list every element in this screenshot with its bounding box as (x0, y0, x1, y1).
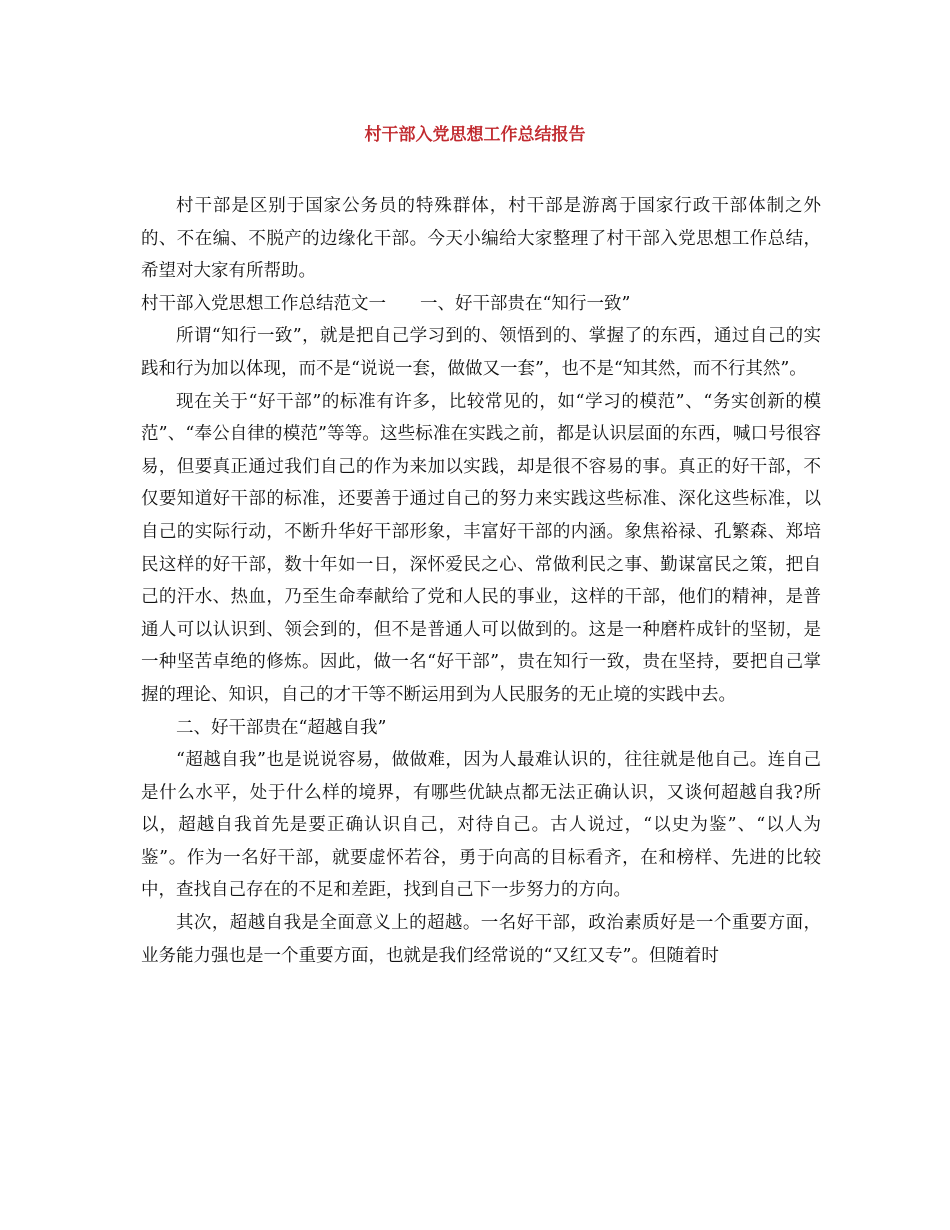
document-title: 村干部入党思想工作总结报告 (364, 125, 586, 145)
section-heading-2: 二、好干部贵在“超越自我” (176, 717, 387, 738)
section-heading-line (141, 288, 821, 321)
sample-essay-label: 村干部入党思想工作总结范文一 (141, 293, 386, 314)
paragraph-self-transcendence: “超越自我”也是说说容易，做做难，因为人最难认识的，往往就是他自己。连自己是什么水平，处于什么样的境界，有哪些优缺点都无法正确认识，又谈何超越自我?所以，超越自我首先是要正确认识自己，对待自己。古人说过，“以史为鉴”、“以人为鉴”。作为一名好干部，就要虚怀若谷，勇于向高的目标看齐，在和榜样、先进的比较中，查找自己存在的不足和差距，找到自己下一步努力的方向。 (141, 750, 821, 901)
paragraph-knowledge-action: 所谓“知行一致”，就是把自己学习到的、领悟到的、掌握了的东西，通过自己的实践和行为加以体现，而不是“说说一套，做做又一套”，也不是“知其然，而不行其然”。 (141, 326, 821, 379)
paragraph-comprehensive-transcendence: 其次，超越自我是全面意义上的超越。一名好干部，政治素质好是一个重要方面，业务能力强也是一个重要方面，也就是我们经常说的“又红又专”。但随着时 (141, 913, 821, 966)
intro-paragraph: 村干部是区别于国家公务员的特殊群体，村干部是游离于国家行政干部体制之外的、不在编、不脱产的边缘化干部。今天小编给大家整理了村干部入党思想工作总结，希望对大家有所帮助。 (141, 196, 821, 282)
paragraph-good-cadre-standards: 现在关于“好干部”的标准有许多，比较常见的，如“学习的模范”、“务实创新的模范”、“奉公自律的模范”等等。这些标准在实践之前，都是认识层面的东西，喊口号很容易，但要真正通过我们自己的作为来加以实践，却是很不容易的事。真正的好干部，不仅要知道好干部的标准，还要善于通过自己的努力来实践这些标准、深化这些标准，以自己的实际行动，不断升华好干部形象，丰富好干部的内涵。象焦裕禄、孔繁森、郑培民这样的好干部，数十年如一日，深怀爱民之心、常做利民之事、勤谋富民之策，把自己的汗水、热血，乃至生命奉献给了党和人民的事业，这样的干部，他们的精神，是普通人可以认识到、领会到的，但不是普通人可以做到的。这是一种磨杵成针的坚韧，是一种坚苦卓绝的修炼。因此，做一名“好干部”，贵在知行一致，贵在坚持，要把自己掌握的理论、知识，自己的才干等不断运用到为人民服务的无止境的实践中去。 (141, 391, 821, 705)
section-heading-1: 一、好干部贵在“知行一致” (420, 293, 631, 314)
document-body (141, 190, 821, 972)
